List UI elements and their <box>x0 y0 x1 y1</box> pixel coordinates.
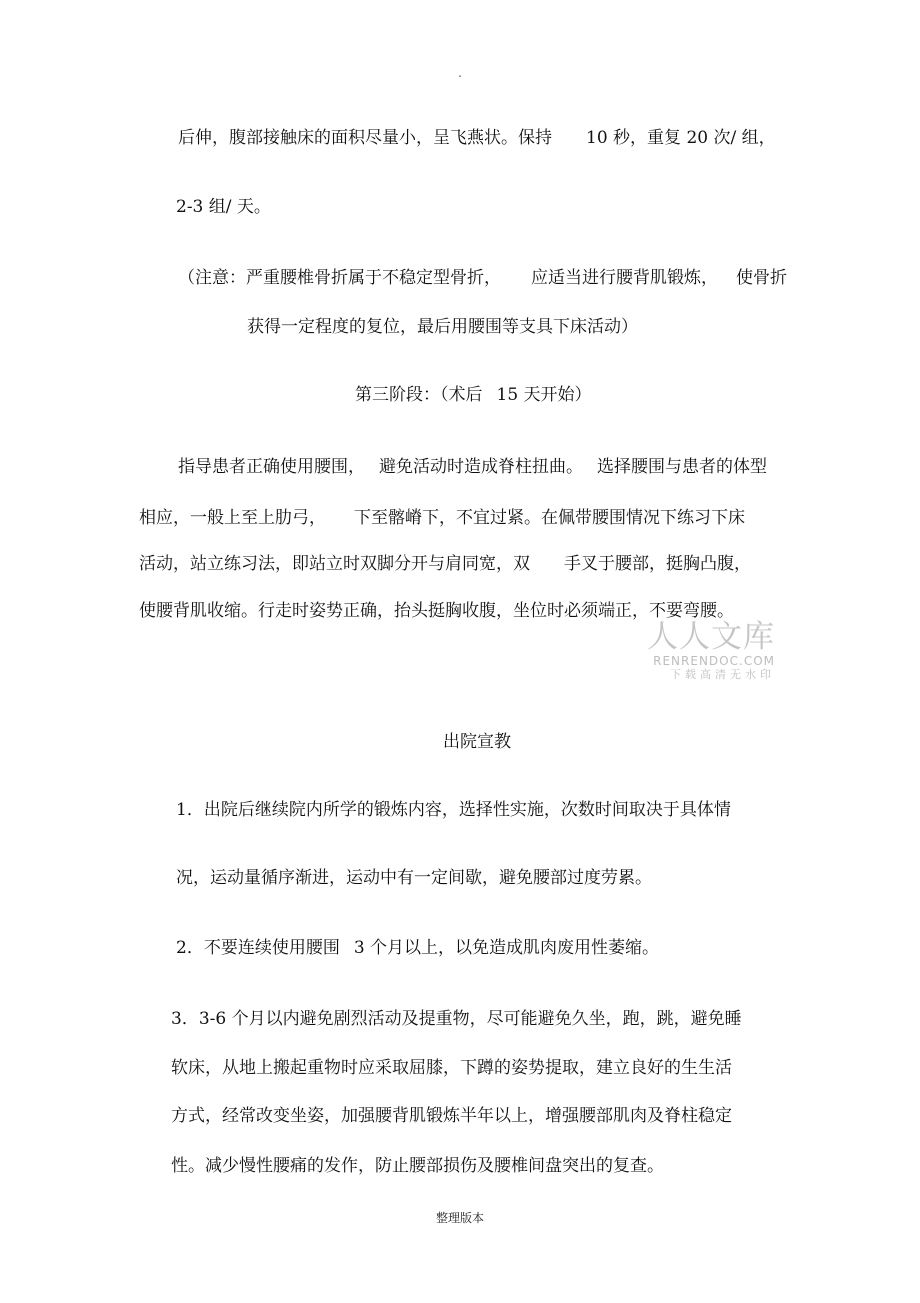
list-item-line: 况，运动量循序渐进，运动中有一定间歇，避免腰部过度劳累。 <box>176 868 652 888</box>
watermark-domain: RENRENDOC.COM <box>653 654 775 668</box>
paragraph-line <box>139 507 745 529</box>
text-segment: 第三阶段：（术后 <box>355 385 483 405</box>
text-segment: 10 秒，重复 20 次/ 组， <box>586 128 776 148</box>
text-segment: 避免活动时造成脊柱扭曲。 <box>379 457 583 477</box>
section-heading: 出院宣教 <box>443 732 511 752</box>
text-segment: 下至髂嵴下，不宜过紧。在佩带腰围情况下练习下床 <box>354 508 745 528</box>
list-item-line: 方式，经常改变坐姿，加强腰背肌锻炼半年以上，增强腰部肌肉及脊柱稳定 <box>171 1106 732 1126</box>
note-line: 获得一定程度的复位，最后用腰围等支具下床活动） <box>247 317 638 337</box>
text-segment: 应适当进行腰背肌锻炼， <box>531 268 718 288</box>
text-segment: 手叉于腰部，挺胸凸腹， <box>564 554 751 574</box>
list-item-line: 性。减少慢性腰痛的发作，防止腰部损伤及腰椎间盘突出的复查。 <box>171 1156 664 1176</box>
list-item-line <box>176 937 659 959</box>
note-line <box>178 267 787 289</box>
list-item-line: 1．出院后继续院内所学的锻炼内容，选择性实施，次数时间取决于具体情 <box>176 800 731 820</box>
header-mark: . <box>458 66 462 80</box>
paragraph-line <box>178 127 776 149</box>
list-item-line: 3．3-6 个月以内避免剧烈活动及提重物，尽可能避免久坐，跑，跳，避免睡 <box>171 1009 742 1029</box>
text-segment: 活动，站立练习法，即站立时双脚分开与肩同宽，双 <box>139 554 530 574</box>
paragraph-line: 2-3 组/ 天。 <box>176 197 271 217</box>
paragraph-line: 使腰背肌收缩。行走时姿势正确，抬头挺胸收腹，坐位时必须端正，不要弯腰。 <box>139 601 734 621</box>
text-segment: 选择腰围与患者的体型 <box>597 457 767 477</box>
text-segment: 后伸，腹部接触床的面积尽量小，呈飞燕状。保持 <box>178 128 552 148</box>
text-segment: 15 天开始） <box>496 385 592 405</box>
paragraph-line <box>139 553 751 575</box>
paragraph-line <box>178 456 767 478</box>
list-item-line: 软床，从地上搬起重物时应采取屈膝，下蹲的姿势提取，建立良好的生生活 <box>171 1058 732 1078</box>
section-heading <box>355 384 592 406</box>
text-segment: （注意：严重腰椎骨折属于不稳定型骨折， <box>178 268 501 288</box>
watermark <box>640 620 775 682</box>
text-segment: 3 个月以上，以免造成肌肉废用性萎缩。 <box>353 938 660 958</box>
text-segment: 指导患者正确使用腰围， <box>178 457 365 477</box>
watermark-tagline: 下载高清无水印 <box>670 668 775 681</box>
text-segment: 相应，一般上至上肋弓， <box>139 508 326 528</box>
footer-label: 整理版本 <box>435 1211 484 1225</box>
watermark-title: 人人文库 <box>647 619 775 655</box>
text-segment: 2．不要连续使用腰围 <box>176 938 340 958</box>
text-segment: 使骨折 <box>736 268 787 288</box>
